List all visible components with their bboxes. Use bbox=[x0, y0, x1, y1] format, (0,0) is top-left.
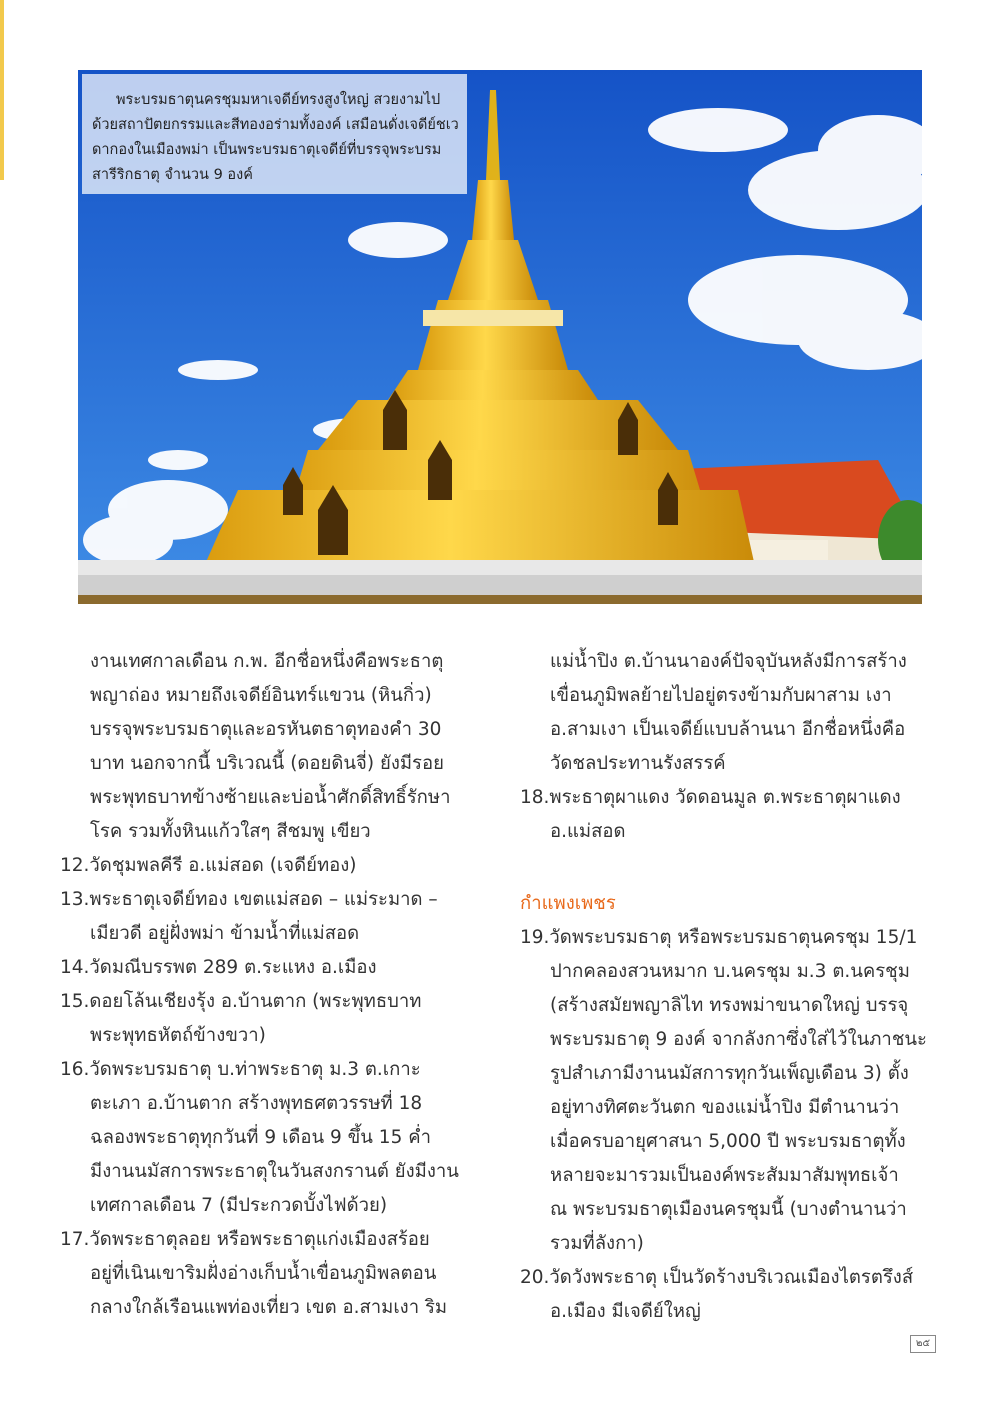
text-line: เขื่อนภูมิพลย้ายไปอยู่ตรงข้ามกับผาสาม เงา bbox=[550, 685, 892, 706]
right-continuation bbox=[520, 645, 940, 781]
text-line: งานเทศกาลเดือน ก.พ. อีกชื่อหนึ่งคือพระธาตุ bbox=[90, 651, 444, 672]
list-item-18 bbox=[520, 781, 940, 849]
list-item-text: 16.วัดพระบรมธาตุ บ.ท่าพระธาตุ ม.3 ต.เกาะ bbox=[60, 1059, 421, 1080]
list-item-text: ณ พระบรมธาตุเมืองนครชุมนี้ (บางตำนานว่า bbox=[550, 1199, 907, 1220]
photo-caption bbox=[82, 74, 467, 194]
text-line: โรค รวมทั้งหินแก้วใสๆ สีชมพู เขียว bbox=[90, 821, 371, 842]
list-item-text: พระพุทธหัตถ์ข้างขวา) bbox=[90, 1025, 266, 1046]
list-item-text: ปากคลองสวนหมาก บ.นครชุม ม.3 ต.นครชุม bbox=[550, 961, 910, 982]
list-item-text: 20.วัดวังพระธาตุ เป็นวัดร้างบริเวณเมืองไตรตรึงส์ bbox=[520, 1267, 914, 1288]
list-item-13 bbox=[60, 883, 470, 951]
list-item-text: 17.วัดพระธาตุลอย หรือพระธาตุแก่งเมืองสร้อย bbox=[60, 1229, 430, 1250]
list-item-text: มีงานนมัสการพระธาตุในวันสงกรานต์ ยังมีงาน bbox=[90, 1161, 459, 1182]
list-item-text: 15.ดอยโล้นเชียงรุ้ง อ.บ้านตาก (พระพุทธบาท bbox=[60, 991, 422, 1012]
list-item-text: อยู่ทางทิศตะวันตก ของแม่น้ำปิง มีตำนานว่า bbox=[550, 1097, 900, 1118]
list-item-text: 14.วัดมณีบรรพต 289 ต.ระแหง อ.เมือง bbox=[60, 957, 377, 978]
text-line: บรรจุพระบรมธาตุและอรหันตธาตุทองคำ 30 bbox=[90, 719, 442, 740]
list-item-text: รูปสำเภามีงานนมัสการทุกวันเพ็ญเดือน 3) ตั้ง bbox=[550, 1063, 909, 1084]
list-item-text: เทศกาลเดือน 7 (มีประกวดบั้งไฟด้วย) bbox=[90, 1195, 388, 1216]
list-item-text: ตะเภา อ.บ้านตาก สร้างพุทธศตวรรษที่ 18 bbox=[90, 1093, 423, 1114]
list-item-text: กลางใกล้เรือนแพท่องเที่ยว เขต อ.สามเงา ริม bbox=[90, 1297, 448, 1318]
page-number: ๒๕ bbox=[910, 1335, 936, 1353]
list-item-text: ฉลองพระธาตุทุกวันที่ 9 เดือน 9 ขึ้น 15 ค่ำ bbox=[90, 1127, 431, 1148]
list-item-text: พระบรมธาตุ 9 องค์ จากลังกาซึ่งใส่ไว้ในภาชนะ bbox=[550, 1029, 927, 1050]
list-item-19 bbox=[520, 921, 940, 1261]
text-line: วัดชลประทานรังสรรค์ bbox=[550, 753, 726, 774]
list-item-text: 13.พระธาตุเจดีย์ทอง เขตแม่สอด – แม่ระมาด – bbox=[60, 889, 438, 910]
list-item-17 bbox=[60, 1223, 470, 1325]
left-column bbox=[60, 645, 470, 1325]
left-continuation bbox=[60, 645, 470, 849]
list-item-text: อยู่ที่เนินเขาริมฝั่งอ่างเก็บน้ำเขื่อนภูมิพลตอน bbox=[90, 1263, 437, 1284]
list-item-text: เมียวดี อยู่ฝั่งพม่า ข้ามน้ำที่แม่สอด bbox=[90, 923, 360, 944]
section-title-kamphaeng-phet: กำแพงเพชร bbox=[520, 893, 616, 914]
list-item-text: อ.แม่สอด bbox=[550, 821, 626, 842]
list-item-20 bbox=[520, 1261, 940, 1329]
page-edge-mark bbox=[0, 0, 4, 180]
list-item-text: อ.เมือง มีเจดีย์ใหญ่ bbox=[550, 1301, 701, 1322]
list-item-14 bbox=[60, 951, 470, 985]
text-line: แม่น้ำปิง ต.บ้านนาองค์ปัจจุบันหลังมีการสร้าง bbox=[550, 651, 907, 672]
text-line: พญาถ่อง หมายถึงเจดีย์อินทร์แขวน (หินกิ่ว) bbox=[90, 685, 432, 706]
list-item-12 bbox=[60, 849, 470, 883]
list-item-text: 12.วัดชุมพลคีรี อ.แม่สอด (เจดีย์ทอง) bbox=[60, 855, 357, 876]
caption-text: พระบรมธาตุนครชุมมหาเจดีย์ทรงสูงใหญ่ สวยงามไปด้วยสถาปัตยกรรมและสีทองอร่ามทั้งองค์ เสมือนดั่งเจดีย์ชเวดากองในเมืองพม่า เป็นพระบรมธาตุเจดีย์ที่บรรจุพระบรมสารีริกธาตุ จำนวน 9 องค์ bbox=[92, 92, 459, 183]
text-line: อ.สามเงา เป็นเจดีย์แบบล้านนา อีกชื่อหนึ่งคือ bbox=[550, 719, 906, 740]
list-item-15 bbox=[60, 985, 470, 1053]
list-item-text: (สร้างสมัยพญาลิไท ทรงพม่าขนาดใหญ่ บรรจุ bbox=[550, 995, 909, 1016]
list-item-text: 19.วัดพระบรมธาตุ หรือพระบรมธาตุนครชุม 15/1 bbox=[520, 927, 918, 948]
list-item-text: รวมที่ลังกา) bbox=[550, 1233, 644, 1254]
text-line: บาท นอกจากนี้ บริเวณนี้ (ดอยดินจี่) ยังมีรอย bbox=[90, 753, 444, 774]
list-item-16 bbox=[60, 1053, 470, 1223]
text-line: พระพุทธบาทข้างซ้ายและบ่อน้ำศักดิ์สิทธิ์รักษา bbox=[90, 787, 451, 808]
list-item-text: เมื่อครบอายุศาสนา 5,000 ปี พระบรมธาตุทั้ง bbox=[550, 1131, 906, 1152]
list-item-text: 18.พระธาตุผาแดง วัดดอนมูล ต.พระธาตุผาแดง bbox=[520, 787, 901, 808]
list-item-text: หลายจะมารวมเป็นองค์พระสัมมาสัมพุทธเจ้า bbox=[550, 1165, 899, 1186]
right-column bbox=[520, 645, 940, 1329]
